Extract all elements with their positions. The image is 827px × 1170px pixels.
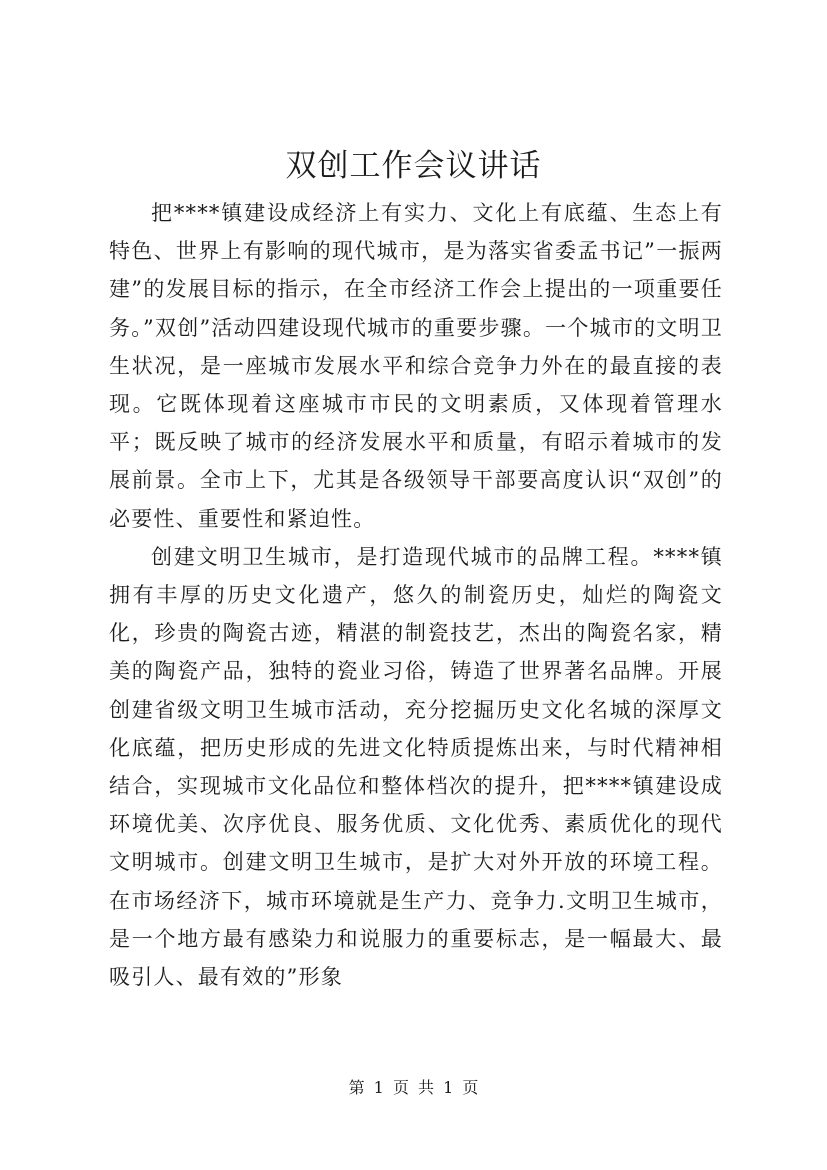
paragraph-2: 创建文明卫生城市，是打造现代城市的品牌工程。****镇拥有丰厚的历史文化遗产，悠久的制瓷历史，灿烂的陶瓷文化，珍贵的陶瓷古迹，精湛的制瓷技艺，杰出的陶瓷名家，精美的陶瓷产品，独特的瓷业习俗，铸造了世界著名品牌。开展创建省级文明卫生城市活动，充分挖掘历史文化名城的深厚文化底蕴，把历史形成的先进文化特质提炼出来，与时代精神相结合，实现城市文化品位和整体档次的提升，把****镇建设成环境优美、次序优良、服务优质、文化优秀、素质优化的现代文明城市。创建文明卫生城市，是扩大对外开放的环境工程。在市场经济下，城市环境就是生产力、竞争力.文明卫生城市，是一个地方最有感染力和说服力的重要标志，是一幅最大、最吸引人、最有效的”形象 xyxy=(109,544,723,990)
page-footer: 第 1 页 共 1 页 xyxy=(348,1078,479,1097)
paragraph-1: 把****镇建设成经济上有实力、文化上有底蕴、生态上有特色、世界上有影响的现代城市，是为落实省委孟书记”一振两建”的发展目标的指示，在全市经济工作会上提出的一项重要任务。”双创”活动四建设现代城市的重要步骤。一个城市的文明卫生状况，是一座城市发展水平和综合竞争力外在的最直接的表现。它既体现着这座城市市民的文明素质，又体现着管理水平；既反映了城市的经济发展水平和质量，有昭示着城市的发展前景。全市上下，尤其是各级领导干部要高度认识“双创”的必要性、重要性和紧迫性。 xyxy=(109,201,723,531)
document-body xyxy=(109,194,723,996)
document-title: 双创工作会议讲话 xyxy=(285,148,542,184)
